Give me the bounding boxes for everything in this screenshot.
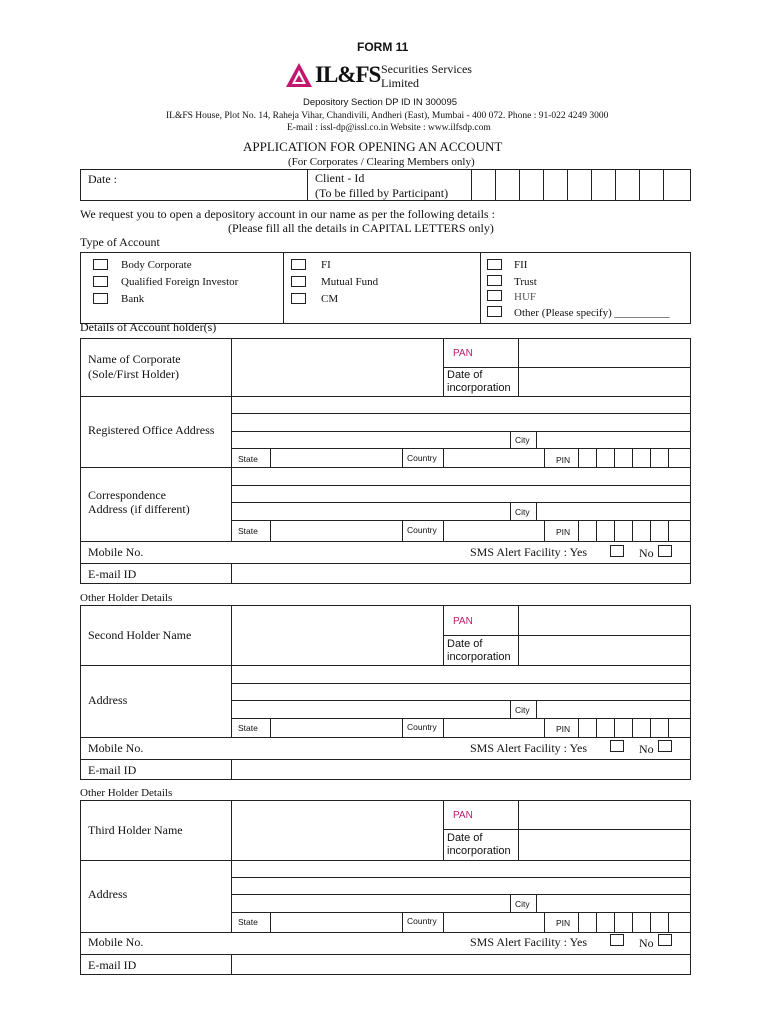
holder1-sms-yes-checkbox[interactable]: [610, 545, 624, 557]
holder1-state-label: State: [238, 454, 258, 464]
holder1-country-label2: Country: [407, 525, 437, 535]
company-contact: E-mail : issl-dp@issl.co.in Website : www.ilfsdp.com: [287, 123, 491, 133]
client-id-label: Client - Id: [315, 171, 365, 185]
holder2-doi-label1: Date of: [447, 638, 483, 650]
holder1-doi-label2: incorporation: [447, 382, 511, 394]
page-title: APPLICATION FOR OPENING AN ACCOUNT: [243, 139, 503, 154]
page-subtitle: (For Corporates / Clearing Members only): [288, 156, 475, 168]
holder2-state-label: State: [238, 723, 258, 733]
holder1-doi-label1: Date of: [447, 369, 483, 381]
holder3-pin-cells[interactable]: [578, 912, 686, 932]
dp-id-line: Depository Section DP ID IN 300095: [303, 97, 458, 108]
company-name-line2: Limited: [381, 76, 419, 90]
holder3-sms-yes-checkbox[interactable]: [610, 934, 624, 946]
holder1-email-label: E-mail ID: [88, 567, 137, 581]
holder2-sms-no-checkbox[interactable]: [658, 740, 672, 752]
holder1-pin-cells2[interactable]: [578, 520, 686, 541]
holder1-country-label: Country: [407, 453, 437, 463]
holder2-country-label: Country: [407, 722, 437, 732]
company-name-line1: Securities Services: [381, 62, 472, 76]
holder1-state-label2: State: [238, 526, 258, 536]
holder3-pin-label: PIN: [556, 918, 571, 928]
holder2-pin-label: PIN: [556, 724, 571, 734]
checkbox-mutual-fund[interactable]: [291, 276, 306, 287]
client-id-note: (To be filled by Participant): [315, 186, 449, 200]
checkbox-trust[interactable]: [487, 275, 502, 286]
holder3-name-field[interactable]: [232, 801, 442, 859]
holder2-city-label: City: [515, 705, 530, 715]
holder2-email-field[interactable]: [232, 760, 690, 779]
holder1-pan-label: PAN: [453, 348, 473, 359]
holder1-mobile-label: Mobile No.: [88, 545, 144, 559]
holder3-city-label: City: [515, 899, 530, 909]
date-label: Date :: [88, 172, 117, 186]
holder3-email-field[interactable]: [232, 955, 690, 974]
company-address: IL&FS House, Plot No. 14, Raheja Vihar, Chandivili, Andheri (East), Mumbai - 400 072. Phone : 91-022 4249 3000: [166, 111, 609, 121]
checkbox-bank[interactable]: [93, 293, 108, 304]
client-id-cells[interactable]: [471, 169, 687, 201]
holder3-doi-label2: incorporation: [447, 845, 511, 857]
option-body-corporate: Body Corporate: [121, 259, 192, 271]
option-mutual-fund: Mutual Fund: [321, 276, 379, 288]
holder3-no-label: No: [639, 936, 654, 950]
other-holder-label-2: Other Holder Details: [80, 787, 173, 799]
holder3-doi-label1: Date of: [447, 832, 483, 844]
holder2-pan-label: PAN: [453, 616, 473, 627]
holder1-corr-label1: Correspondence: [88, 488, 166, 502]
option-bank: Bank: [121, 293, 145, 305]
holder1-name-label2: (Sole/First Holder): [88, 367, 179, 381]
holder1-corr-label2: Address (if different): [88, 502, 190, 516]
option-huf: HUF: [514, 291, 537, 303]
ilfs-logo-icon: [285, 62, 313, 88]
holder3-name-label: Third Holder Name: [88, 823, 183, 837]
request-text: We request you to open a depository account in our name as per the following details :: [80, 207, 495, 221]
holder1-pin-label: PIN: [556, 455, 571, 465]
holder1-email-field[interactable]: [232, 564, 690, 583]
holder1-pin-cells[interactable]: [578, 448, 686, 467]
holder2-mobile-label: Mobile No.: [88, 741, 144, 755]
holder3-pan-label: PAN: [453, 810, 473, 821]
option-cm: CM: [321, 293, 339, 305]
checkbox-other[interactable]: [487, 306, 502, 317]
checkbox-fi[interactable]: [291, 259, 306, 270]
details-label: Details of Account holder(s): [80, 320, 217, 334]
type-of-account-label: Type of Account: [80, 235, 160, 249]
checkbox-cm[interactable]: [291, 293, 306, 304]
holder3-email-label: E-mail ID: [88, 958, 137, 972]
request-note: (Please fill all the details in CAPITAL LETTERS only): [228, 221, 494, 235]
option-trust: Trust: [514, 276, 537, 288]
holder2-no-label: No: [639, 742, 654, 756]
logo-text: IL&FS: [315, 62, 381, 87]
holder1-no-label: No: [639, 546, 654, 560]
holder3-mobile-label: Mobile No.: [88, 935, 144, 949]
holder2-name-label: Second Holder Name: [88, 628, 192, 642]
holder1-name-field[interactable]: [232, 339, 442, 395]
holder2-sms-yes-checkbox[interactable]: [610, 740, 624, 752]
option-qfi: Qualified Foreign Investor: [121, 276, 239, 288]
holder1-city-label2: City: [515, 507, 530, 517]
holder1-pin-label2: PIN: [556, 527, 571, 537]
other-holder-label: Other Holder Details: [80, 592, 173, 604]
holder3-state-label: State: [238, 917, 258, 927]
option-fi: FI: [321, 259, 331, 271]
holder1-sms-label: SMS Alert Facility : Yes: [470, 545, 588, 559]
holder3-address-label: Address: [88, 887, 128, 901]
holder3-sms-no-checkbox[interactable]: [658, 934, 672, 946]
holder1-sms-no-checkbox[interactable]: [658, 545, 672, 557]
holder3-sms-label: SMS Alert Facility : Yes: [470, 935, 588, 949]
holder2-doi-label2: incorporation: [447, 651, 511, 663]
holder2-name-field[interactable]: [232, 606, 442, 664]
holder2-address-label: Address: [88, 693, 128, 707]
checkbox-huf[interactable]: [487, 290, 502, 301]
checkbox-body-corporate[interactable]: [93, 259, 108, 270]
holder1-reg-address-label: Registered Office Address: [88, 423, 215, 437]
company-logo: [285, 60, 510, 92]
holder1-name-label: Name of Corporate: [88, 352, 181, 366]
holder2-sms-label: SMS Alert Facility : Yes: [470, 741, 588, 755]
holder2-pin-cells[interactable]: [578, 718, 686, 737]
checkbox-qfi[interactable]: [93, 276, 108, 287]
holder3-country-label: Country: [407, 916, 437, 926]
checkbox-fii[interactable]: [487, 259, 502, 270]
holder2-email-label: E-mail ID: [88, 763, 137, 777]
form-number: FORM 11: [357, 40, 409, 54]
option-fii: FII: [514, 259, 528, 271]
holder1-city-label: City: [515, 435, 530, 445]
option-other: Other (Please specify) __________: [514, 307, 670, 319]
